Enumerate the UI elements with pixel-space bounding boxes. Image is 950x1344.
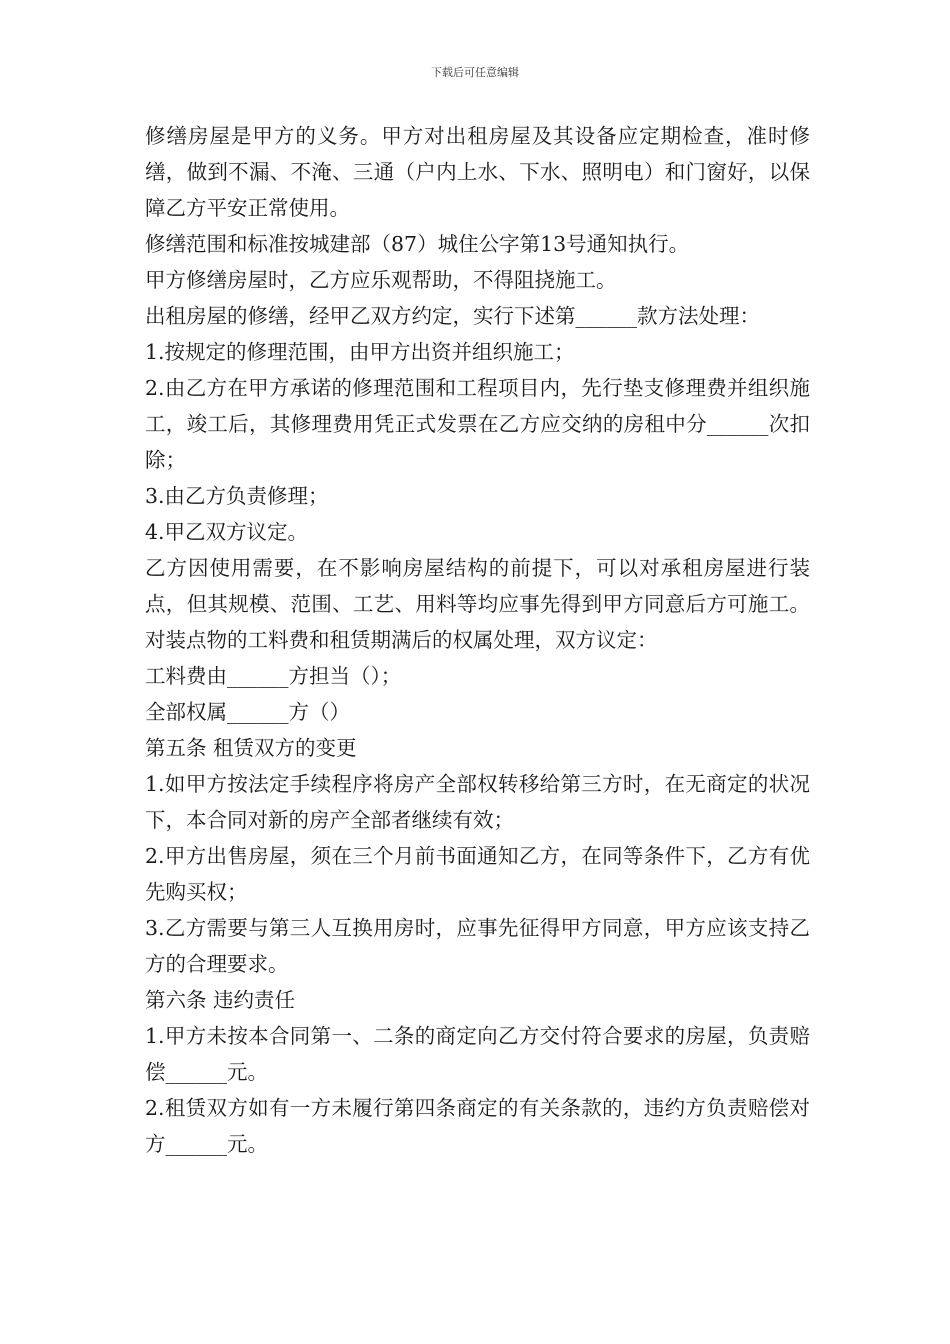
paragraph-tenant-assist: 甲方修缮房屋时，乙方应乐观帮助，不得阻挠施工。: [145, 268, 617, 292]
paragraph-repair-method: 出租房屋的修缮，经甲乙双方约定，实行下述第______款方法处理：: [145, 304, 760, 328]
list-item-change-1: 1.如甲方按法定手续程序将房产全部权转移给第三方时，在无商定的状况下，本合同对新的房产全部者继续有效；: [145, 772, 810, 832]
list-item-liability-1: 1.甲方未按本合同第一、二条的商定向乙方交付符合要求的房屋，负责赔偿______元。: [145, 1024, 810, 1084]
list-item-liability-2: 2.租赁双方如有一方未履行第四条商定的有关条款的，违约方负责赔偿对方______元。: [145, 1096, 810, 1156]
paragraph-repair-standard: 修缮范围和标准按城建部（87）城住公字第13号通知执行。: [145, 232, 690, 256]
list-item-repair-option-4: 4.甲乙双方议定。: [145, 520, 309, 544]
paragraph-repair-duty: 修缮房屋是甲方的义务。甲方对出租房屋及其设备应定期检查，准时修缮，做到不漏、不淹、三通（户内上水、下水、照明电）和门窗好，以保障乙方平安正常使用。: [145, 124, 810, 220]
paragraph-material-cost: 工料费由______方担当（）；: [145, 664, 402, 688]
section-heading-article-5: 第五条 租赁双方的变更: [145, 736, 357, 760]
list-item-change-2: 2.甲方出售房屋，须在三个月前书面通知乙方，在同等条件下，乙方有优先购买权；: [145, 844, 810, 904]
list-item-repair-option-1: 1.按规定的修理范围，由甲方出资并组织施工；: [145, 340, 575, 364]
paragraph-ownership: 全部权属______方（）: [145, 700, 350, 724]
list-item-repair-option-2: 2.由乙方在甲方承诺的修理范围和工程项目内，先行垫支修理费并组织施工，竣工后，其修理费用凭正式发票在乙方应交纳的房租中分______次扣除；: [145, 376, 810, 472]
paragraph-decoration: 乙方因使用需要，在不影响房屋结构的前提下，可以对承租房屋进行装点，但其规模、范围、工艺、用料等均应事先得到甲方同意后方可施工。对装点物的工料费和租赁期满后的权属处理，双方议定：: [145, 556, 810, 652]
section-heading-article-6: 第六条 违约责任: [145, 988, 296, 1012]
document-body: [145, 118, 810, 1162]
list-item-repair-option-3: 3.由乙方负责修理；: [145, 484, 329, 508]
list-item-change-3: 3.乙方需要与第三人互换用房时，应事先征得甲方同意，甲方应该支持乙方的合理要求。: [145, 916, 810, 976]
page-header: 下载后可任意编辑: [431, 66, 519, 79]
